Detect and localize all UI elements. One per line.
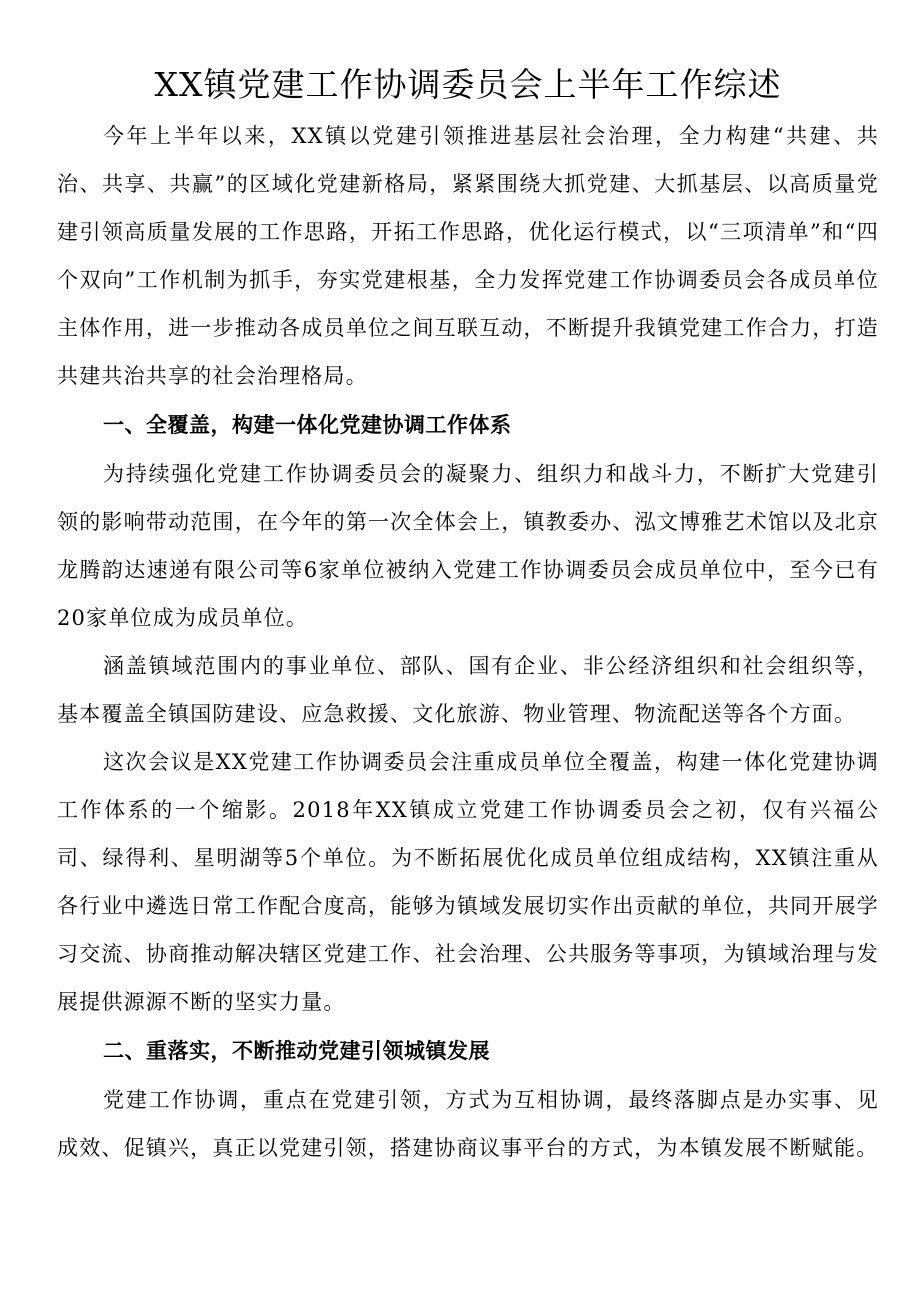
section-1-paragraph-3: 这次会议是XX党建工作协调委员会注重成员单位全覆盖，构建一体化党建协调工作体系的一个缩影。2018年XX镇成立党建工作协调委员会之初，仅有兴福公司、绿得利、星明湖等5个单位。为不断拓展优化成员单位组成结构，XX镇注重从各行业中遴选日常工作配合度高，能够为镇域发展切实作出贡献的单位，共同开展学习交流、协商推动解决辖区党建工作、社会治理、公共服务等事项，为镇域治理与发展提供源源不断的坚实力量。 <box>57 750 879 1014</box>
section-1-paragraph-2: 涵盖镇域范围内的事业单位、部队、国有企业、非公经济组织和社会组织等，基本覆盖全镇国防建设、应急救援、文化旅游、物业管理、物流配送等各个方面。 <box>57 654 879 726</box>
section-heading-1: 一、全覆盖，构建一体化党建协调工作体系 <box>103 413 512 437</box>
section-2-paragraph-1: 党建工作协调，重点在党建引领，方式为互相协调，最终落脚点是办实事、见成效、促镇兴，真正以党建引领，搭建协商议事平台的方式，为本镇发展不断赋能。 <box>57 1088 879 1160</box>
section-heading-2: 二、重落实，不断推动党建引领城镇发展 <box>103 1039 490 1063</box>
document-title: XX镇党建工作协调委员会上半年工作综述 <box>154 65 782 104</box>
document-page <box>57 58 879 1172</box>
intro-paragraph: 今年上半年以来，XX镇以党建引领推进基层社会治理，全力构建“共建、共治、共享、共赢”的区域化党建新格局，紧紧围绕大抓党建、大抓基层、以高质量党建引领高质量发展的工作思路，开拓工作思路，优化运行模式，以“三项清单”和“四个双向”工作机制为抓手，夯实党建根基，全力发挥党建工作协调委员会各成员单位主体作用，进一步推动各成员单位之间互联互动，不断提升我镇党建工作合力，打造共建共治共享的社会治理格局。 <box>57 124 879 388</box>
section-1-paragraph-1: 为持续强化党建工作协调委员会的凝聚力、组织力和战斗力，不断扩大党建引领的影响带动范围，在今年的第一次全体会上，镇教委办、泓文博雅艺术馆以及北京龙腾韵达速递有限公司等6家单位被纳入党建工作协调委员会成员单位中，至今已有20家单位成为成员单位。 <box>57 462 879 630</box>
